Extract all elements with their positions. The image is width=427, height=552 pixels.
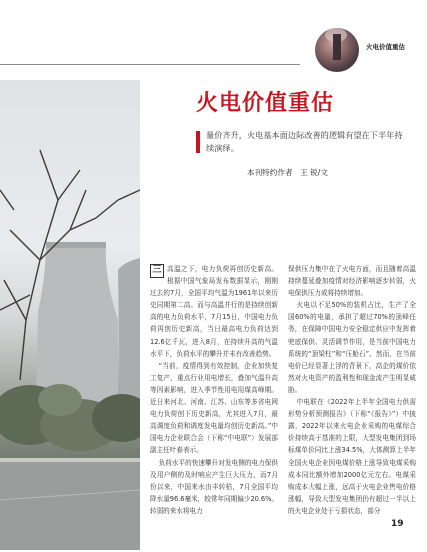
- paragraph: 中电联在《2022年上半年全国电力供需形势分析预测报告》（下称“《报告》”）中披露，2022年以来火电企业采购的电煤综合价持续高于基准的上限，大型发电集团到场标煤单价同比上涨34.5%，大体测算上半年全国火电企业因电煤价格上涨导致电煤采购成本同比额外增加2000亿元左右。电煤采购成本大幅上涨，远高于火电企业售电价格涨幅，导致大型发电集团仍有超过一半以上的火电企业处于亏损状态，部分: [288, 398, 416, 515]
- article-column-2: [288, 263, 416, 517]
- article-byline: 本刊特约作者 王 锐/文: [247, 168, 328, 177]
- section-label: 火电价值重估: [366, 43, 405, 51]
- article-column-1: [150, 263, 278, 517]
- article-deck: 量价齐升，火电基本面边际改善的逻辑有望在下半年持续演绎。: [206, 130, 403, 153]
- article-title: 火电价值重估: [196, 91, 335, 116]
- page-number: 19: [391, 519, 404, 529]
- paragraph: 三 高温之下，电力负荷再创历史新高。根据中国气象局发布数据显示，刚刚过去的7月，全国平均气温为1961年以来历史同期第二高。而与高温并行的是持续创新高的电力负荷水平，7月15日，中国电力负荷再创历史新高，当日最高电力负荷达到12.6亿千瓦，进入8月，在持续升高的气温水平下，负荷水平的攀升并未有改善趋势。: [150, 265, 278, 358]
- header-rule: [0, 64, 300, 65]
- paragraph: 保供压力集中在了火电方面，而且随着高温持续蔓延叠加疫情对经济影响逐步转弱，火电保供压力或将持续增加。: [288, 265, 416, 298]
- dropcap: 三: [150, 264, 164, 278]
- cooling-tower-photo: [0, 80, 140, 550]
- paragraph: 火电以不足50%的装机占比，生产了全国60%的电量，承担了超过70%的顶峰任务，在保障中国电力安全稳定供应中发挥着兜底保供、灵活调节作用，是当前中国电力系统的“顶梁柱”和“压舱石”。然而，在当前电价已经显著上浮的背景下，高企的煤价依然对火电资产的盈利性和现金流产生明显威胁。: [288, 301, 416, 394]
- deck-accent-bar: [196, 131, 200, 153]
- power-plant-thumbnail-icon: [315, 28, 359, 72]
- paragraph: 负荷水平的快速攀升对发电侧的电力保供及用户侧的及时响应产生巨大压力，而7月份以来，中国来水由丰转枯，7月全国平均降水量96.6毫米，较常年同期偏少20.6%。转弱的来水将电力: [150, 458, 278, 515]
- paragraph: “当前，疫情得到有效控制，企业加快复工复产，重点行业用电增长，叠加气温升高等因素影响，进入季节性用电用煤高峰期。近日来河北、河南、江苏、山东等多省电网电力负荷创下历史新高，尤其进入7月，最高调度负荷和调度发电量均创历史新高。”中国电力企业联合会（下称“中电联”）发展部副主任叶春表示。: [150, 361, 278, 455]
